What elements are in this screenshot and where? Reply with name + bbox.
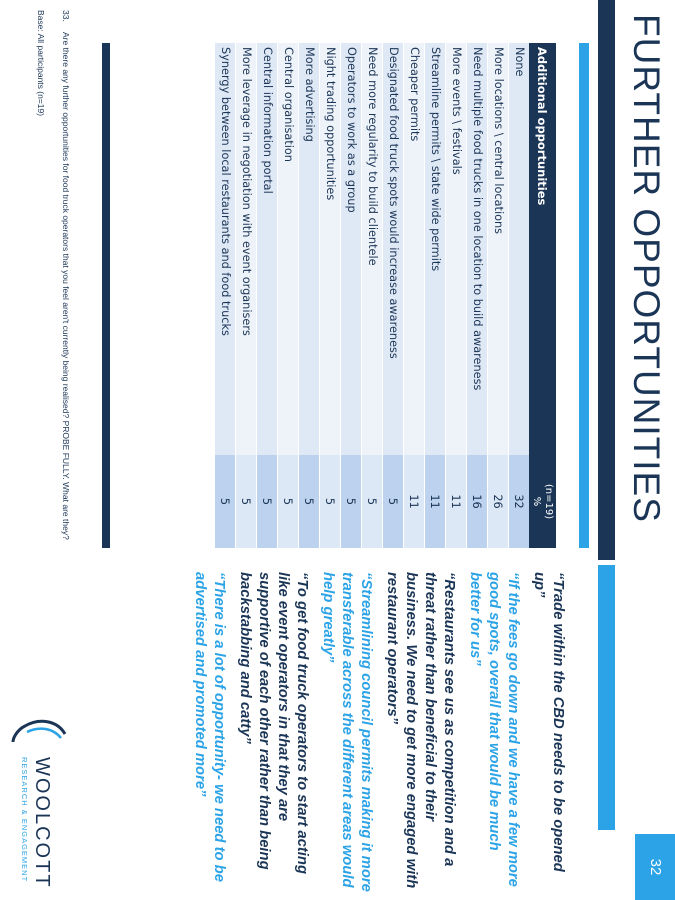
table-row	[340, 43, 361, 548]
row-label: More advertising	[299, 43, 319, 455]
quote: “Restaurants see us as competition and a threat rather than beneficial to their business. We need to get more engaged with restaurant operators”	[384, 572, 457, 889]
row-label: Need multiple food trucks in one location to build awareness	[467, 43, 487, 455]
table-row	[508, 43, 529, 548]
logo-tagline: RESEARCH & ENGAGEMENT	[20, 757, 29, 883]
row-value: 11	[425, 455, 445, 548]
row-label: Cheaper permits	[404, 43, 424, 455]
table-row	[445, 43, 466, 548]
question-footnote	[61, 10, 71, 540]
row-value: 5	[215, 455, 235, 548]
table-header-value	[531, 455, 555, 548]
quote: “Trade within the CBD needs to be opened up”	[531, 572, 566, 872]
table-header-n: (n=19)	[543, 483, 555, 520]
table-header	[529, 43, 556, 548]
row-value: 5	[320, 455, 340, 548]
table-row	[298, 43, 319, 548]
row-label: None	[509, 43, 529, 455]
row-value: 26	[488, 455, 508, 548]
row-label: Central information portal	[257, 43, 277, 455]
row-label: Operators to work as a group	[341, 43, 361, 455]
row-label: Designated food truck spots would increase awareness	[383, 43, 403, 455]
table-row	[487, 43, 508, 548]
table-row	[319, 43, 340, 548]
table-row	[466, 43, 487, 548]
quote: “There is a lot of opportunity- we need to be advertised and promoted more”	[192, 572, 227, 882]
row-label: More leverage in negotiation with event organisers	[236, 43, 256, 455]
page-title: FURTHER OPPORTUNITIES	[626, 14, 667, 523]
table-row	[424, 43, 445, 548]
row-label: Night trading opportunities	[320, 43, 340, 455]
row-value: 5	[278, 455, 298, 548]
table-accent-bar	[579, 43, 589, 548]
row-value: 16	[467, 455, 487, 548]
row-value: 5	[236, 455, 256, 548]
table-row	[256, 43, 277, 548]
header-stripe-dark	[598, 0, 615, 560]
logo-name: WOOLCOTT	[31, 757, 53, 889]
row-label: Need more regularity to build clientele	[362, 43, 382, 455]
table-row	[361, 43, 382, 548]
row-label: More locations \ central locations	[488, 43, 508, 455]
row-value: 32	[509, 455, 529, 548]
row-label: More events \ festivals	[446, 43, 466, 455]
quote: “Streamlining council permits making it more transferable across the different areas would help greatly”	[320, 572, 374, 892]
quote: “To get food truck operators to start acting like event operators in that they are supportive of each other rather than being backstabbing and catty”	[237, 572, 310, 874]
table-header-label: Additional opportunities	[535, 47, 550, 206]
table-row	[403, 43, 424, 548]
table-bottom-bar	[102, 43, 110, 548]
table-row	[235, 43, 256, 548]
opportunities-table	[214, 43, 556, 548]
row-value: 5	[341, 455, 361, 548]
base-note: Base: All participants (n=19)	[36, 10, 46, 117]
quote: “If the fees go down and we have a few more good spots, overall that would be much better for us”	[467, 572, 521, 887]
title-bar	[615, 0, 675, 900]
woolcott-logo-icon	[9, 712, 69, 752]
row-value: 5	[383, 455, 403, 548]
row-label: Synergy between local restaurants and food trucks	[215, 43, 235, 455]
table-row	[214, 43, 235, 548]
table-header-unit: %	[531, 496, 543, 507]
table-row	[277, 43, 298, 548]
row-value: 5	[299, 455, 319, 548]
page-number: 32	[635, 834, 675, 900]
quotes-panel	[183, 572, 567, 892]
row-value: 11	[404, 455, 424, 548]
row-value: 5	[362, 455, 382, 548]
header-stripe-blue	[598, 565, 615, 830]
row-label: Streamline permits \ state wide permits	[425, 43, 445, 455]
row-label: Central organisation	[278, 43, 298, 455]
question-text: Are there any further opportunities for food truck operators that you feel aren't currently being realised? PROBE FULLY. What are they?	[61, 32, 71, 540]
row-value: 11	[446, 455, 466, 548]
table-row	[382, 43, 403, 548]
question-number: 33.	[61, 10, 71, 22]
row-value: 5	[257, 455, 277, 548]
